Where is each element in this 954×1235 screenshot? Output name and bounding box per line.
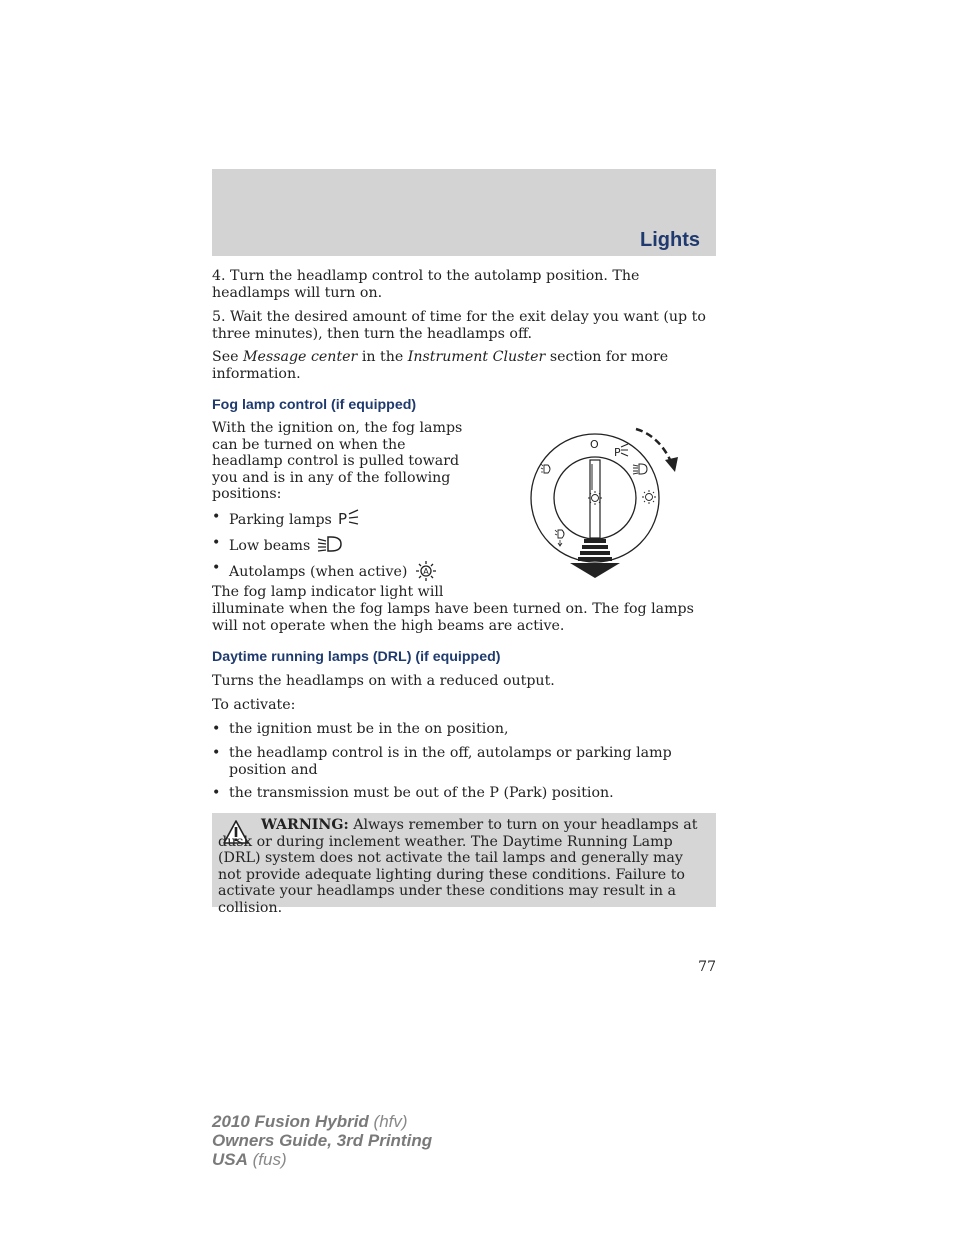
autolamp-icon [414,560,438,582]
low-beam-icon [317,535,343,553]
see-reference [212,349,712,382]
warning-text [218,817,702,917]
step-4: 4. Turn the headlamp control to the autolamp position. The headlamps will turn on. [212,268,640,301]
drl-description: Turns the headlamps on with a reduced output. [212,673,555,689]
bullet-dot: • [212,745,221,761]
park-label: P [614,446,621,459]
parking-lamps-icon [338,509,360,527]
bullet-text: the transmission must be out of the P (Park) position. [229,785,614,801]
warning-box [212,813,716,916]
fog-paragraph [212,420,472,503]
see-instrument-cluster: Instrument Cluster [407,349,546,365]
bullet-text: Low beams [229,538,311,554]
drl-heading: Daytime running lamps (DRL) (if equipped) [212,649,501,665]
off-label: O [590,438,599,451]
bullet-text: the ignition must be in the on position, [229,721,509,737]
svg-text:A: A [423,567,429,576]
footer-model: 2010 Fusion Hybrid [212,1112,369,1131]
fog-para-line: you and is in any of the following [212,469,451,486]
bullet-dot: • [212,560,221,576]
footer-market-code: (fus) [247,1150,287,1169]
fog-para-line: positions: [212,486,282,503]
fog-indicator-line1: The fog lamp indicator light will [212,584,444,600]
see-mid: in the [357,349,408,365]
bullet-text: Parking lamps [229,512,332,528]
bullet-dot: • [212,535,221,551]
section-title: Lights [640,229,700,251]
fog-para-line: headlamp control is pulled toward [212,453,460,470]
warning-body: Always remember to turn on your headlamps at dusk or during inclement weather. The Daytime Running Lamp (DRL) system does not activate the tail lamps and generally may not provide adequate lighting during these conditions. Failure to activate your headlamps under these conditions may result in a collision. [218,817,698,916]
header-band [212,169,716,256]
bullet-dot: • [212,509,221,525]
fog-indicator-rest: illuminate when the fog lamps have been turned on. The fog lamps will not operate when the high beams are active. [212,601,694,634]
page-number: 77 [698,959,716,975]
footer-line-1 [212,1112,432,1131]
bullet-dot: • [212,785,221,801]
bullet-text: the headlamp control is in the off, autolamps or parking lamp position and [229,745,672,778]
svg-text:P: P [338,510,348,527]
see-message-center: Message center [243,349,358,365]
fog-para-line: With the ignition on, the fog lamps [212,420,463,436]
step-5: 5. Wait the desired amount of time for the exit delay you want (up to three minutes), then turn the headlamps off. [212,309,706,342]
see-prefix: See [212,349,244,365]
bullet-dot: • [212,721,221,737]
fog-heading: Fog lamp control (if equipped) [212,397,417,413]
fog-para-line: can be turned on when the [212,436,406,453]
see-suffix: section for more information. [212,349,669,382]
warning-label: WARNING: [261,817,349,833]
footer-line-2 [212,1131,432,1150]
drl-activate-label: To activate: [212,697,296,713]
headlamp-control-diagram [520,420,690,590]
footer-market: USA [212,1150,248,1169]
bullet-text: Autolamps (when active) [229,564,408,580]
footer-printing: Owners Guide, 3rd Printing [212,1131,433,1150]
footer [212,1112,432,1169]
footer-line-3 [212,1150,432,1169]
footer-model-code: (hfv) [368,1112,408,1131]
